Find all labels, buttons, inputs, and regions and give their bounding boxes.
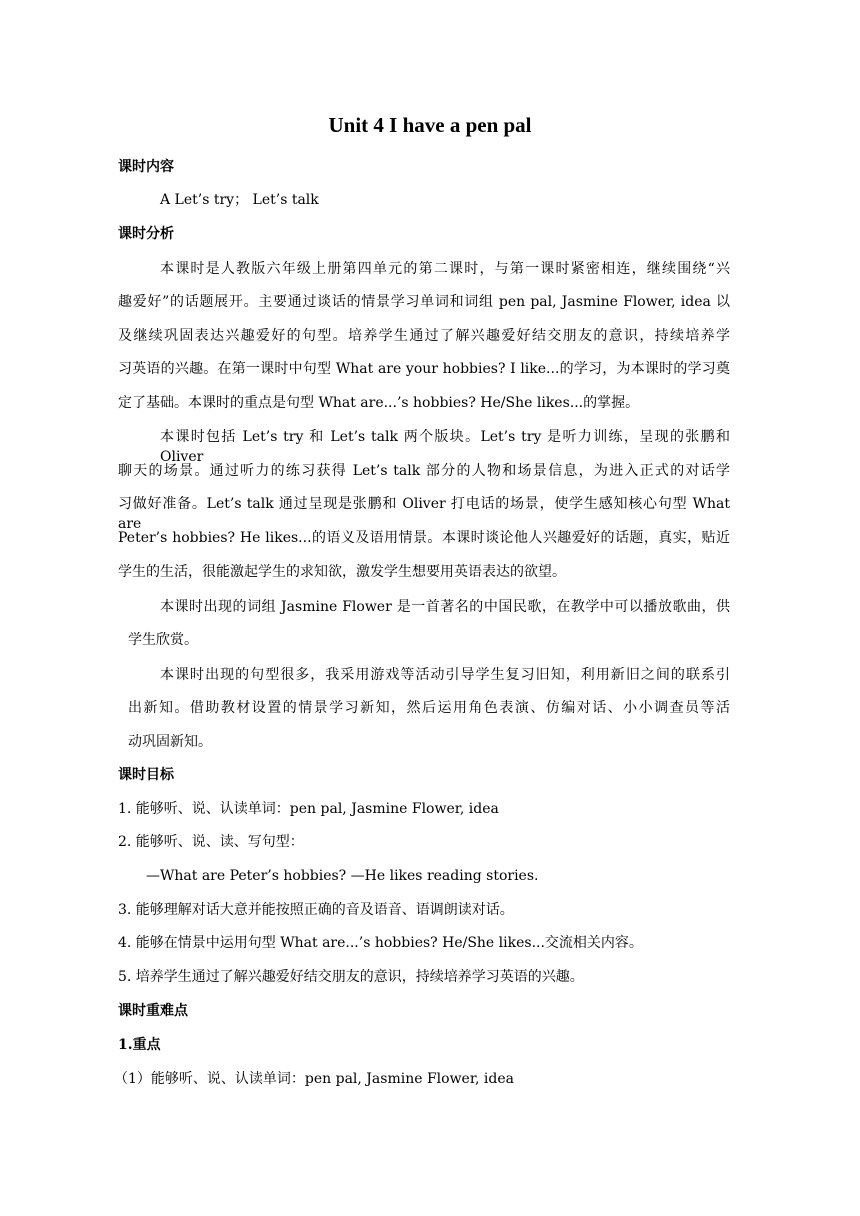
analysis-line: 定了基础。本课时的重点是句型 What are...’s hobbies? He/She likes...的掌握。 <box>118 395 640 411</box>
subheading-keypoint-1: 1.重点 <box>118 1037 161 1053</box>
goal-item: —What are Peter’s hobbies? —He likes reading stories. <box>146 868 539 884</box>
section-heading-goals: 课时目标 <box>118 767 174 783</box>
section-heading-content: 课时内容 <box>118 159 174 175</box>
goal-item: 5. 培养学生通过了解兴趣爱好结交朋友的意识，持续培养学习英语的兴趣。 <box>118 969 584 985</box>
analysis-line: 出新知。借助教材设置的情景学习新知，然后运用角色表演、仿编对话、小小调查员等活 <box>128 700 730 716</box>
section-heading-keypoints: 课时重难点 <box>118 1003 188 1019</box>
goal-item: 3. 能够理解对话大意并能按照正确的音及语音、语调朗读对话。 <box>118 902 514 918</box>
page-title: Unit 4 I have a pen pal <box>328 113 532 137</box>
analysis-line: 本课时出现的句型很多，我采用游戏等活动引导学生复习旧知，利用新旧之间的联系引 <box>160 667 730 683</box>
goal-item: 4. 能够在情景中运用句型 What are...’s hobbies? He/She likes...交流相关内容。 <box>118 935 643 951</box>
goal-item: 1. 能够听、说、认读单词：pen pal, Jasmine Flower, idea <box>118 801 499 817</box>
analysis-line: 动巩固新知。 <box>128 734 212 750</box>
analysis-line: 学生欣赏。 <box>128 632 198 648</box>
analysis-line: 趣爱好”的话题展开。主要通过谈话的情景学习单词和词组 pen pal, Jasmine Flower, idea 以 <box>118 294 730 310</box>
analysis-line: 学生的生活，很能激起学生的求知欲，激发学生想要用英语表达的欲望。 <box>118 564 566 580</box>
analysis-line: 及继续巩固表达兴趣爱好的句型。培养学生通过了解兴趣爱好结交朋友的意识，持续培养学 <box>118 328 730 344</box>
section-heading-analysis: 课时分析 <box>118 226 174 242</box>
goal-item: 2. 能够听、说、读、写句型： <box>118 834 304 850</box>
content-line: A Let’s try； Let’s talk <box>160 192 319 208</box>
analysis-line: 本课时出现的词组 Jasmine Flower 是一首著名的中国民歌，在教学中可以播放歌曲，供 <box>160 599 730 615</box>
analysis-line: 习做好准备。Let’s talk 通过呈现是张鹏和 Oliver 打电话的场景，使学生感知核心句型 What are <box>118 496 730 532</box>
analysis-line: Peter’s hobbies? He likes...的语义及语用情景。本课时谈论他人兴趣爱好的话题，真实，贴近 <box>118 530 730 546</box>
analysis-line: 本课时是人教版六年级上册第四单元的第二课时，与第一课时紧密相连，继续围绕“兴 <box>160 261 730 277</box>
analysis-line: 聊天的场景。通过听力的练习获得 Let’s talk 部分的人物和场景信息，为进入正式的对话学 <box>118 463 730 479</box>
analysis-line: 习英语的兴趣。在第一课时中句型 What are your hobbies? I like...的学习，为本课时的学习奠 <box>118 361 730 377</box>
analysis-line: 本课时包括 Let’s try 和 Let’s talk 两个版块。Let’s try 是听力训练，呈现的张鹏和 Oliver <box>160 429 730 465</box>
keypoint-item: （1）能够听、说、认读单词：pen pal, Jasmine Flower, idea <box>114 1071 514 1087</box>
